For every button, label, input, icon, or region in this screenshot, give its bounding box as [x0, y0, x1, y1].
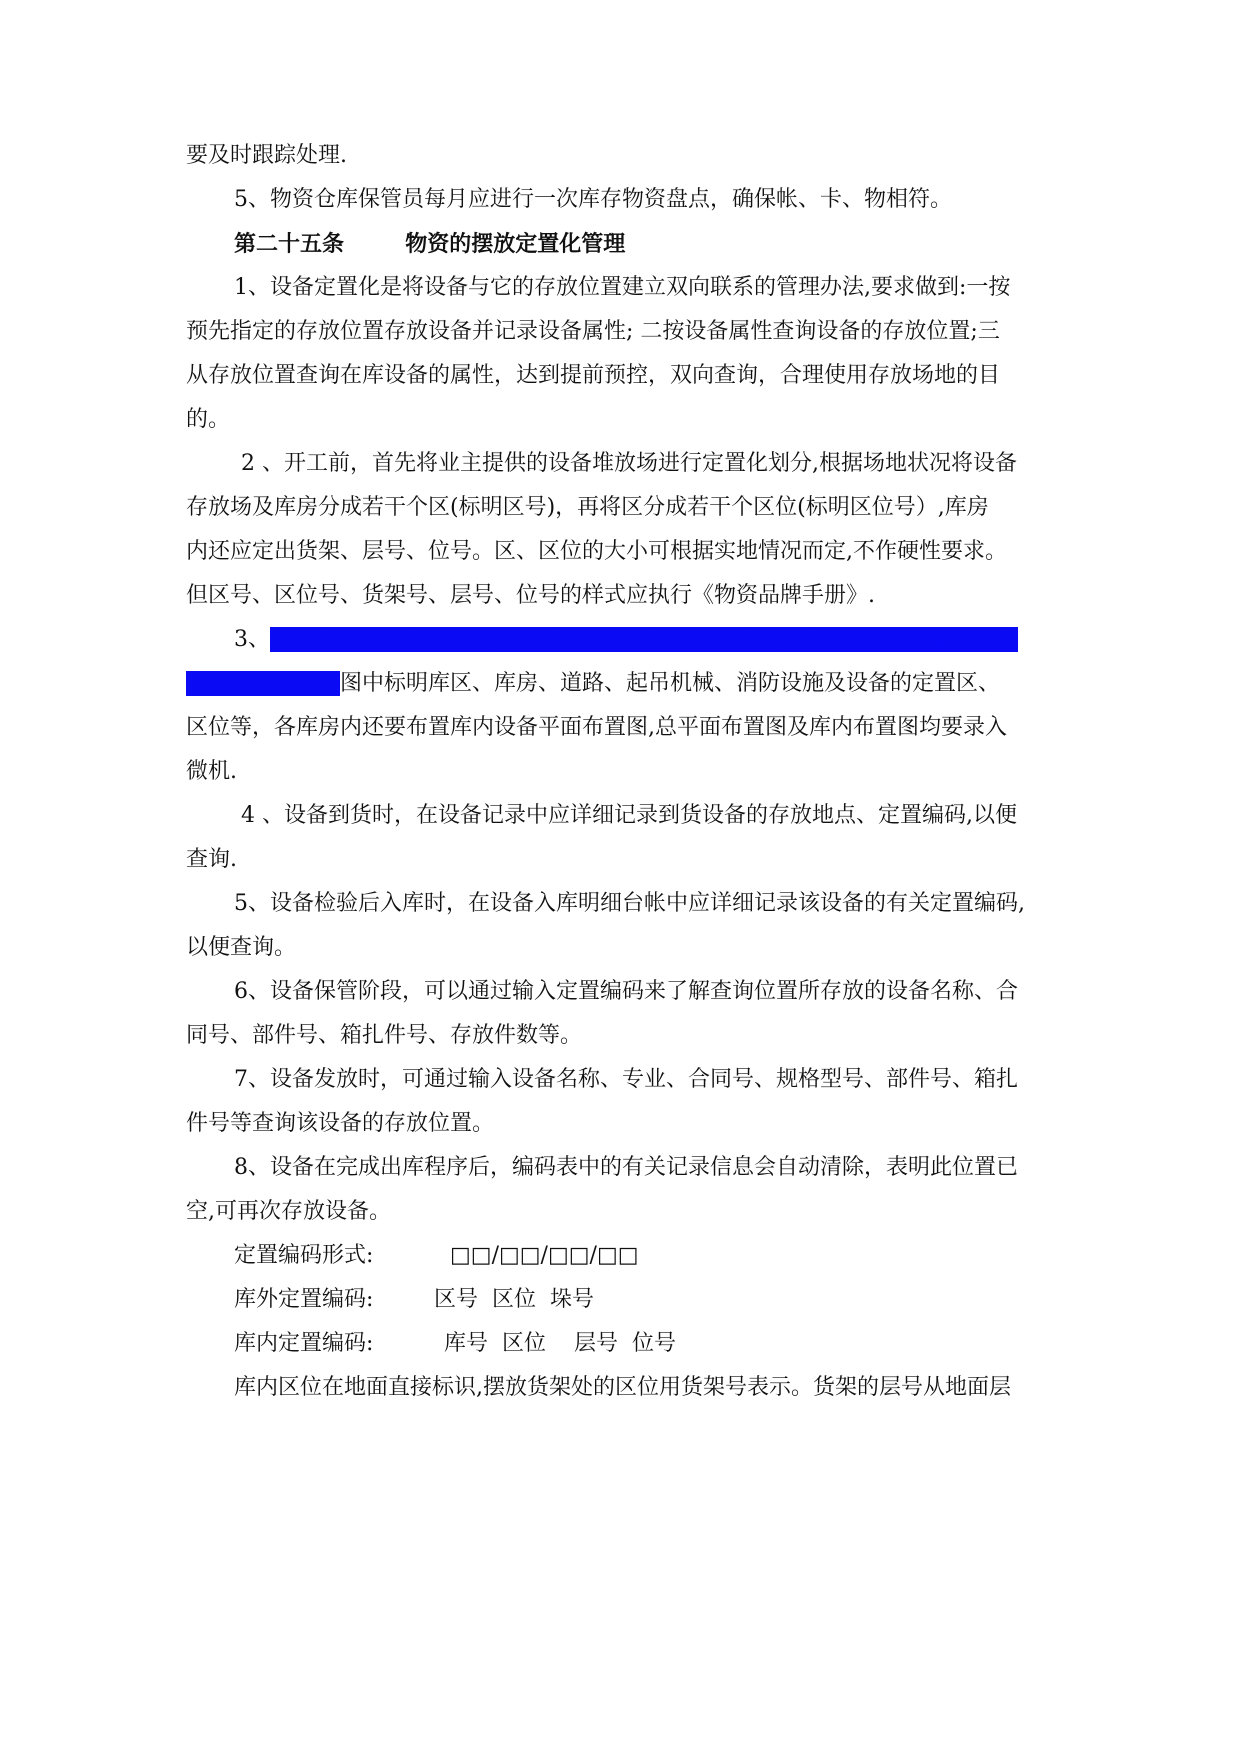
text-line: 5、设备检验后入库时，在设备入库明细台帐中应详细记录该设备的有关定置编码, [234, 891, 1025, 916]
text-line: 的。 [186, 407, 231, 432]
text-line: 5、物资仓库保管员每月应进行一次库存物资盘点，确保帐、卡、物相符。 [234, 187, 952, 212]
text-line: 要及时跟踪处理. [186, 143, 347, 168]
text-line: 预先指定的存放位置存放设备并记录设备属性; 二按设备属性查询设备的存放位置;三 [186, 319, 1000, 344]
text-line: 区位等，各库房内还要布置库内设备平面布置图,总平面布置图及库内布置图均要录入 [186, 715, 1007, 740]
text-line: 6、设备保管阶段，可以通过输入定置编码来了解查询位置所存放的设备名称、合 [234, 979, 1018, 1004]
text-line: 1、设备定置化是将设备与它的存放位置建立双向联系的管理办法,要求做到:一按 [234, 275, 1011, 300]
code-format-label: 定置编码形式: [234, 1243, 374, 1268]
text-line: 件号等查询该设备的存放位置。 [186, 1111, 495, 1136]
text-line: 查询. [186, 847, 237, 872]
text-line [234, 625, 1018, 655]
text-line: 微机. [186, 759, 237, 784]
outdoor-code-label: 库外定置编码: [234, 1287, 374, 1312]
text-line [186, 669, 1000, 699]
text-line: 8、设备在完成出库程序后，编码表中的有关记录信息会自动清除，表明此位置已 [234, 1155, 1018, 1180]
section-heading: 第二十五条 物资的摆放定置化管理 [234, 231, 626, 257]
indoor-code-line [234, 1329, 676, 1359]
indoor-code-label: 库内定置编码: [234, 1331, 374, 1356]
highlighted-text: 区的显著位置， [186, 671, 341, 696]
indoor-code-fields: 库号 区位 层号 位号 [444, 1331, 676, 1356]
text-line: 存放场及库房分成若干个区(标明区号)，再将区分成若干个区位(标明区位号）,库房 [186, 495, 989, 520]
highlighted-text: 在堆放场地定置划分后，还要绘制设备总平面布置图，置于办公室及设备存放 [270, 627, 1019, 652]
code-format-line [234, 1241, 639, 1271]
outdoor-code-line [234, 1285, 594, 1315]
text-span: 图中标明库区、库房、道路、起吊机械、消防设施及设备的定置区、 [340, 671, 1001, 696]
text-line: 从存放位置查询在库设备的属性，达到提前预控，双向查询，合理使用存放场地的目 [186, 363, 1001, 388]
text-line: 内还应定出货架、层号、位号。区、区位的大小可根据实地情况而定,不作硬性要求。 [186, 539, 1007, 564]
text-line: 空,可再次存放设备。 [186, 1199, 391, 1224]
text-line: 以便查询。 [186, 935, 297, 960]
code-format-pattern: □□/□□/□□/□□ [450, 1243, 639, 1268]
text-line: 7、设备发放时，可通过输入设备名称、专业、合同号、规格型号、部件号、箱扎 [234, 1067, 1018, 1092]
text-line: 同号、部件号、箱扎件号、存放件数等。 [186, 1023, 583, 1048]
text-line: 4 、设备到货时，在设备记录中应详细记录到货设备的存放地点、定置编码,以便 [234, 803, 1017, 828]
text-line: 2 、开工前，首先将业主提供的设备堆放场进行定置化划分,根据场地状况将设备 [234, 451, 1017, 476]
outdoor-code-fields: 区号 区位 垛号 [434, 1287, 594, 1312]
item-number: 3、 [234, 627, 270, 652]
text-line: 但区号、区位号、货架号、层号、位号的样式应执行《物资品牌手册》. [186, 583, 875, 608]
text-line: 库内区位在地面直接标识,摆放货架处的区位用货架号表示。货架的层号从地面层 [234, 1375, 1011, 1400]
